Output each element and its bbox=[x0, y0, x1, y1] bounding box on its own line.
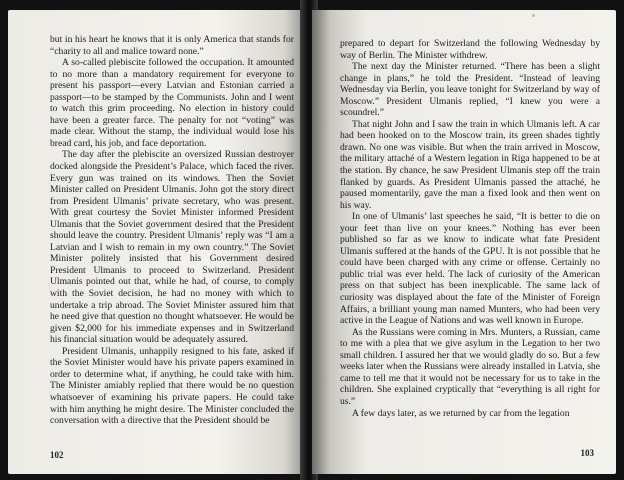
paragraph: The day after the plebiscite an oversized Russian destroyer docked alongside the President’s Palace, which faced the river. Every gun was trained on its windows. Then the Soviet Minister called on President Ulmanis. John got the story direct from President Ulmanis’ private secretary, who was present. With great courtesy the Soviet Minister informed President Ulmanis that the Soviet government desired that the President should leave the country. President Ulmanis’ reply was “I am a Latvian and I wish to remain in my own country.” The Soviet Minister politely insisted that his Government desired President Ulmanis to proceed to Switzerland. President Ulmanis pointed out that, while he had, of course, to comply with the Soviet decision, he had no money with which to undertake a trip abroad. The Soviet Minister assured him that he need give that question no thought whatsoever. He would be given $2,000 for his immediate expenses and in Switzerland his financial situation would be adequately assured. bbox=[50, 149, 294, 346]
paragraph: but in his heart he knows that it is only America that stands for “charity to all and malice toward none.” bbox=[50, 34, 294, 57]
left-page bbox=[8, 10, 308, 474]
paragraph: The next day the Minister returned. “There has been a slight change in plans,” he told the President. “Instead of leaving Wednesday via Berlin, you leave tonight for Switzerland by way of Moscow.” President Ulmanis replied, “I knew you were a scoundrel.” bbox=[340, 61, 600, 119]
paragraph: In one of Ulmanis’ last speeches he said, “It is better to die on your feet than live on your knees.” Nothing has ever been published so far as we know to indicate what fate President Ulmanis suffered at the hands of the GPU. It is not possible that he could have been charged with any crime or offense. Certainly no public trial was ever held. The lack of curiosity of the American press on that subject has been inexplicable. The same lack of curiosity was displayed about the fate of the Minister of Foreign Affairs, a brilliant young man named Munters, who had been very active in the League of Nations and was well known in Europe. bbox=[340, 211, 600, 327]
paragraph: That night John and I saw the train in which Ulmanis left. A car had been hooked on to the Moscow train, its green shades tightly drawn. No one was visible. But when the train arrived in Moscow, the military attaché of a Western legation in Riga happened to be at the station. By chance, he saw President Ulmanis step off the train flanked by guards. As President Ulmanis passed the attaché, he paused momentarily, gave the man a fixed look and then went on his way. bbox=[340, 118, 600, 211]
paragraph: prepared to depart for Switzerland the following Wednesday by way of Berlin. The Minister withdrew. bbox=[340, 38, 600, 61]
paragraph: As the Russians were coming in Mrs. Munters, a Russian, came to me with a plea that we give asylum in the Legation to her two small children. I assured her that we would gladly do so. But a few weeks later when the Russians were already installed in Latvia, she came to tell me that it would not be necessary for us to take in the children. She explained cryptically that “everything is all right for us.” bbox=[340, 326, 600, 407]
paper-speck bbox=[532, 14, 535, 17]
right-page bbox=[312, 10, 616, 474]
paragraph: A few days later, as we returned by car from the legation bbox=[352, 407, 570, 419]
paragraph: A so-called plebiscite followed the occupation. It amounted to no more than a mandatory requirement for everyone to present his passport—every Latvian and Estonian carried a passport—to be stamped by the Communists. John and I went to watch this grim proceeding. No election in history could have been a greater farce. The penalty for not “voting” was made clear. Without the stamp, the individual would lose his bread card, his job, and face deportation. bbox=[50, 57, 294, 149]
page-number: 103 bbox=[580, 448, 594, 458]
page-number: 102 bbox=[50, 450, 64, 460]
paragraph: President Ulmanis, unhappily resigned to his fate, asked if the Soviet Minister would have his private papers examined in order to determine what, if anything, he could take with him. The Minister amiably replied that there would be no question whatsoever of examining his private papers. He could take with him anything he might desire. The Minister concluded the conversation with a directive that the President should be bbox=[50, 345, 294, 427]
left-page-text bbox=[50, 34, 294, 427]
right-page-text bbox=[340, 38, 600, 419]
